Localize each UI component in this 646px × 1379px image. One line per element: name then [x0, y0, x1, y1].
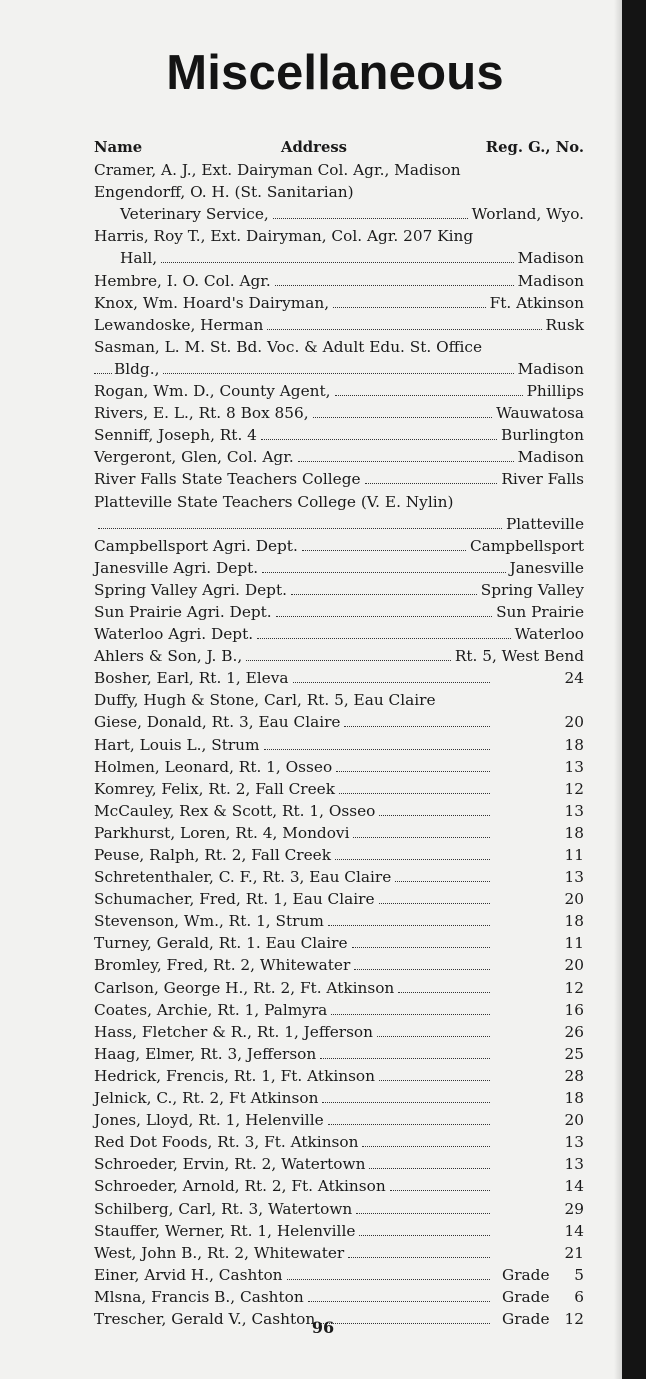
entry-name: Stevenson, Wm., Rt. 1, Strum [94, 912, 324, 931]
entry-location: Spring Valley [480, 580, 584, 599]
entry-location: Platteville [505, 514, 584, 533]
entry-name: Einer, Arvid H., Cashton [94, 1265, 283, 1284]
entry-name: Hass, Fletcher & R., Rt. 1, Jefferson [94, 1022, 373, 1041]
entry-location: Phillips [526, 382, 584, 401]
entry-name: Schilberg, Carl, Rt. 3, Watertown [94, 1199, 353, 1218]
directory-list [94, 137, 584, 1330]
page-number: 96 [311, 1318, 335, 1337]
dot-leader [262, 572, 505, 573]
directory-entry [94, 1264, 584, 1286]
dot-leader [377, 1036, 490, 1037]
directory-entry [94, 623, 584, 645]
entry-name: Hall, [120, 249, 158, 268]
header-reg: Reg. G., No. [485, 139, 585, 156]
dot-leader [333, 307, 486, 308]
entry-location: Burlington [500, 426, 584, 445]
entry-name: Schroeder, Ervin, Rt. 2, Watertown [94, 1155, 366, 1174]
entry-reg-number: 28 [564, 1066, 584, 1085]
entry-name: Jones, Lloyd, Rt. 1, Helenville [94, 1111, 324, 1130]
column-header-row [94, 137, 584, 159]
entry-reg-number: 26 [564, 1022, 584, 1041]
entry-reg-number: 12 [564, 779, 584, 798]
entry-reg-number: 11 [564, 846, 584, 864]
entry-reg-number: 18 [564, 823, 584, 842]
entry-location: Campbellsport [469, 536, 584, 555]
entry-reg-number: 12 [564, 1309, 584, 1328]
entry-name: Hart, Louis L., Strum [94, 735, 260, 754]
directory-entry [94, 844, 584, 866]
dot-leader [348, 1257, 490, 1258]
directory-entry [94, 711, 584, 733]
entry-location: Madison [517, 249, 584, 268]
dot-leader [276, 616, 492, 617]
directory-entry [94, 1021, 584, 1043]
header-name: Name [94, 139, 143, 156]
dot-leader [261, 439, 497, 440]
directory-entry [94, 203, 584, 225]
dot-leader [339, 793, 490, 794]
directory-entry [94, 468, 584, 490]
directory-entry [94, 247, 584, 269]
entry-reg-number: 29 [564, 1199, 584, 1218]
dot-leader [322, 1102, 490, 1103]
directory-entry [94, 380, 584, 402]
entry-name: Spring Valley Agri. Dept. [94, 580, 287, 599]
entry-location: Sun Prairie [496, 602, 584, 621]
page-edge-shadow [614, 0, 622, 1379]
dot-leader [287, 1279, 490, 1280]
dot-leader [359, 1235, 490, 1236]
dot-leader [313, 417, 492, 418]
entry-location: Ft. Atkinson [489, 293, 584, 312]
directory-entry [94, 491, 584, 513]
directory-entry [94, 225, 584, 247]
entry-reg-number: 14 [564, 1177, 584, 1196]
entry-name: Lewandoske, Herman [94, 315, 264, 334]
entry-reg-number: 16 [564, 1000, 584, 1019]
directory-entry [94, 1242, 584, 1264]
entry-name: Bldg., [114, 359, 160, 378]
dot-leader [94, 373, 112, 374]
dot-leader [356, 1213, 490, 1214]
entry-name: Giese, Donald, Rt. 3, Eau Claire [94, 713, 341, 732]
directory-entry [94, 778, 584, 800]
entry-reg-number: 18 [564, 735, 584, 754]
entry-name: Mlsna, Francis B., Cashton [94, 1287, 304, 1306]
directory-entry [94, 1153, 584, 1175]
dot-leader [353, 837, 490, 838]
dot-leader [365, 483, 498, 484]
entry-name: Hembre, I. O. Col. Agr. [94, 271, 271, 290]
directory-entry [94, 667, 584, 689]
entry-name: Hedrick, Frencis, Rt. 1, Ft. Atkinson [94, 1066, 375, 1085]
directory-entry [94, 424, 584, 446]
directory-entry [94, 645, 584, 667]
entry-name: Parkhurst, Loren, Rt. 4, Mondovi [94, 823, 350, 842]
entry-name: Knox, Wm. Hoard's Dairyman, [94, 293, 330, 312]
entry-name: Peuse, Ralph, Rt. 2, Fall Creek [94, 846, 331, 864]
dot-leader [293, 682, 491, 683]
document-page [94, 0, 585, 1337]
dot-leader [354, 969, 490, 970]
dot-leader [331, 1014, 490, 1015]
entry-reg-number: 13 [564, 801, 584, 820]
entry-name: Red Dot Foods, Rt. 3, Ft. Atkinson [94, 1133, 359, 1152]
entry-name: Veterinary Service, [120, 205, 269, 224]
dot-leader [291, 594, 477, 595]
directory-rows [94, 159, 584, 1330]
dot-leader [379, 1080, 490, 1081]
directory-entry [94, 734, 584, 756]
entry-name: River Falls State Teachers College [94, 470, 361, 489]
directory-entry [94, 822, 584, 844]
directory-entry [94, 1087, 584, 1109]
page-edge-bar [622, 0, 646, 1379]
entry-reg-number: 18 [564, 1089, 584, 1108]
dot-leader [267, 329, 541, 330]
dot-leader [257, 638, 511, 639]
dot-leader [398, 992, 490, 993]
entry-name: Rogan, Wm. D., County Agent, [94, 382, 331, 401]
directory-entry [94, 1286, 584, 1308]
entry-name: Campbellsport Agri. Dept. [94, 536, 298, 555]
directory-entry [94, 292, 584, 314]
directory-entry [94, 1043, 584, 1065]
entry-reg-number: 14 [564, 1221, 584, 1240]
entry-name: Carlson, George H., Rt. 2, Ft. Atkinson [94, 978, 395, 997]
dot-leader [298, 461, 514, 462]
entry-reg-number: 21 [564, 1243, 584, 1262]
entry-name: Holmen, Leonard, Rt. 1, Osseo [94, 757, 333, 776]
directory-entry [94, 513, 584, 535]
directory-entry [94, 181, 584, 203]
dot-leader [161, 262, 514, 263]
entry-name: Turney, Gerald, Rt. 1. Eau Claire [94, 934, 348, 953]
entry-grade-label: Grade [502, 1287, 550, 1306]
directory-entry [94, 1131, 584, 1153]
directory-entry [94, 159, 584, 181]
directory-entry [94, 932, 584, 954]
dot-leader [369, 1168, 490, 1169]
directory-entry [94, 314, 584, 336]
directory-entry [94, 977, 584, 999]
dot-leader [320, 1058, 490, 1059]
entry-reg-number: 6 [574, 1287, 584, 1306]
directory-entry [94, 910, 584, 932]
dot-leader [379, 903, 490, 904]
entry-reg-number: 20 [564, 890, 584, 909]
dot-leader [273, 218, 468, 219]
dot-leader [335, 395, 523, 396]
entry-location: Madison [517, 271, 584, 290]
entry-grade-label: Grade [502, 1309, 550, 1328]
directory-entry [94, 1109, 584, 1131]
entry-location: Wauwatosa [496, 404, 584, 423]
entry-name: Platteville State Teachers College (V. E. Nylin) [94, 492, 454, 511]
entry-location: Worland, Wyo. [471, 205, 584, 224]
entry-name: Waterloo Agri. Dept. [94, 625, 254, 644]
dot-leader [390, 1190, 490, 1191]
entry-name: Ahlers & Son, J. B., [94, 647, 243, 666]
entry-name: Senniff, Joseph, Rt. 4 [94, 426, 257, 445]
directory-entry [94, 954, 584, 976]
entry-reg-number: 5 [574, 1265, 584, 1284]
dot-leader [275, 285, 514, 286]
dot-leader [362, 1146, 490, 1147]
entry-name: Trescher, Gerald V., Cashton [94, 1309, 316, 1328]
directory-entry [94, 800, 584, 822]
directory-entry [94, 1220, 584, 1242]
entry-location: Janesville [509, 558, 584, 577]
dot-leader [163, 373, 513, 374]
entry-name: Duffy, Hugh & Stone, Carl, Rt. 5, Eau Claire [94, 691, 436, 710]
entry-location: Rusk [545, 315, 584, 334]
entry-name: Janesville Agri. Dept. [94, 558, 259, 577]
entry-name: Rivers, E. L., Rt. 8 Box 856, [94, 404, 309, 423]
entry-reg-number: 13 [564, 1133, 584, 1152]
dot-leader [344, 726, 490, 727]
entry-reg-number: 20 [564, 1111, 584, 1130]
directory-entry [94, 336, 584, 358]
directory-entry [94, 446, 584, 468]
directory-entry [94, 270, 584, 292]
directory-entry [94, 888, 584, 910]
directory-entry [94, 756, 584, 778]
entry-name: Stauffer, Werner, Rt. 1, Helenville [94, 1221, 356, 1240]
entry-location: Waterloo [514, 625, 584, 644]
entry-reg-number: 20 [564, 956, 584, 975]
entry-name: Schroeder, Arnold, Rt. 2, Ft. Atkinson [94, 1177, 386, 1196]
entry-name: Jelnick, C., Rt. 2, Ft Atkinson [94, 1089, 319, 1108]
dot-leader [302, 550, 466, 551]
dot-leader [379, 815, 490, 816]
entry-name: Schretenthaler, C. F., Rt. 3, Eau Claire [94, 868, 392, 887]
entry-reg-number: 12 [564, 978, 584, 997]
directory-entry [94, 579, 584, 601]
directory-entry [94, 866, 584, 888]
entry-name: Vergeront, Glen, Col. Agr. [94, 448, 294, 467]
entry-location: Madison [517, 448, 584, 467]
directory-entry [94, 535, 584, 557]
entry-reg-number: 25 [564, 1044, 584, 1063]
directory-entry [94, 601, 584, 623]
directory-entry [94, 358, 584, 380]
dot-leader [98, 528, 502, 529]
entry-name: Bosher, Earl, Rt. 1, Eleva [94, 669, 289, 688]
entry-grade-label: Grade [502, 1265, 550, 1284]
dot-leader [395, 881, 490, 882]
directory-entry [94, 1065, 584, 1087]
entry-reg-number: 11 [564, 934, 584, 953]
entry-name: Schumacher, Fred, Rt. 1, Eau Claire [94, 890, 375, 909]
dot-leader [308, 1301, 490, 1302]
page-title: Miscellaneous [166, 46, 504, 100]
directory-entry [94, 689, 584, 711]
dot-leader [264, 749, 490, 750]
header-address: Address [280, 139, 348, 156]
entry-name: Engendorff, O. H. (St. Sanitarian) [94, 183, 354, 202]
entry-location: River Falls [501, 470, 584, 489]
entry-reg-number: 13 [564, 1155, 584, 1174]
entry-name: West, John B., Rt. 2, Whitewater [94, 1243, 345, 1262]
entry-name: Sasman, L. M. St. Bd. Voc. & Adult Edu. St. Office [94, 337, 483, 356]
dot-leader [335, 859, 490, 860]
dot-leader [328, 925, 490, 926]
entry-location: Madison [517, 359, 584, 378]
dot-leader [336, 771, 490, 772]
entry-name: Sun Prairie Agri. Dept. [94, 602, 272, 621]
directory-entry [94, 1198, 584, 1220]
directory-entry [94, 1175, 584, 1197]
entry-reg-number: 18 [564, 912, 584, 931]
entry-reg-number: 13 [564, 868, 584, 887]
entry-reg-number: 13 [564, 757, 584, 776]
dot-leader [246, 660, 451, 661]
directory-entry [94, 999, 584, 1021]
entry-reg-number: 20 [564, 713, 584, 732]
entry-name: Cramer, A. J., Ext. Dairyman Col. Agr., Madison [94, 161, 461, 180]
entry-name: Haag, Elmer, Rt. 3, Jefferson [94, 1044, 317, 1063]
entry-name: McCauley, Rex & Scott, Rt. 1, Osseo [94, 801, 376, 820]
entry-name: Harris, Roy T., Ext. Dairyman, Col. Agr. 207 King [94, 227, 474, 246]
dot-leader [352, 947, 490, 948]
directory-entry [94, 402, 584, 424]
dot-leader [328, 1124, 490, 1125]
entry-reg-number: 24 [564, 669, 584, 688]
entry-name: Coates, Archie, Rt. 1, Palmyra [94, 1000, 328, 1019]
entry-location: Rt. 5, West Bend [454, 647, 584, 666]
entry-name: Bromley, Fred, Rt. 2, Whitewater [94, 956, 351, 975]
directory-entry [94, 557, 584, 579]
entry-name: Komrey, Felix, Rt. 2, Fall Creek [94, 779, 335, 798]
